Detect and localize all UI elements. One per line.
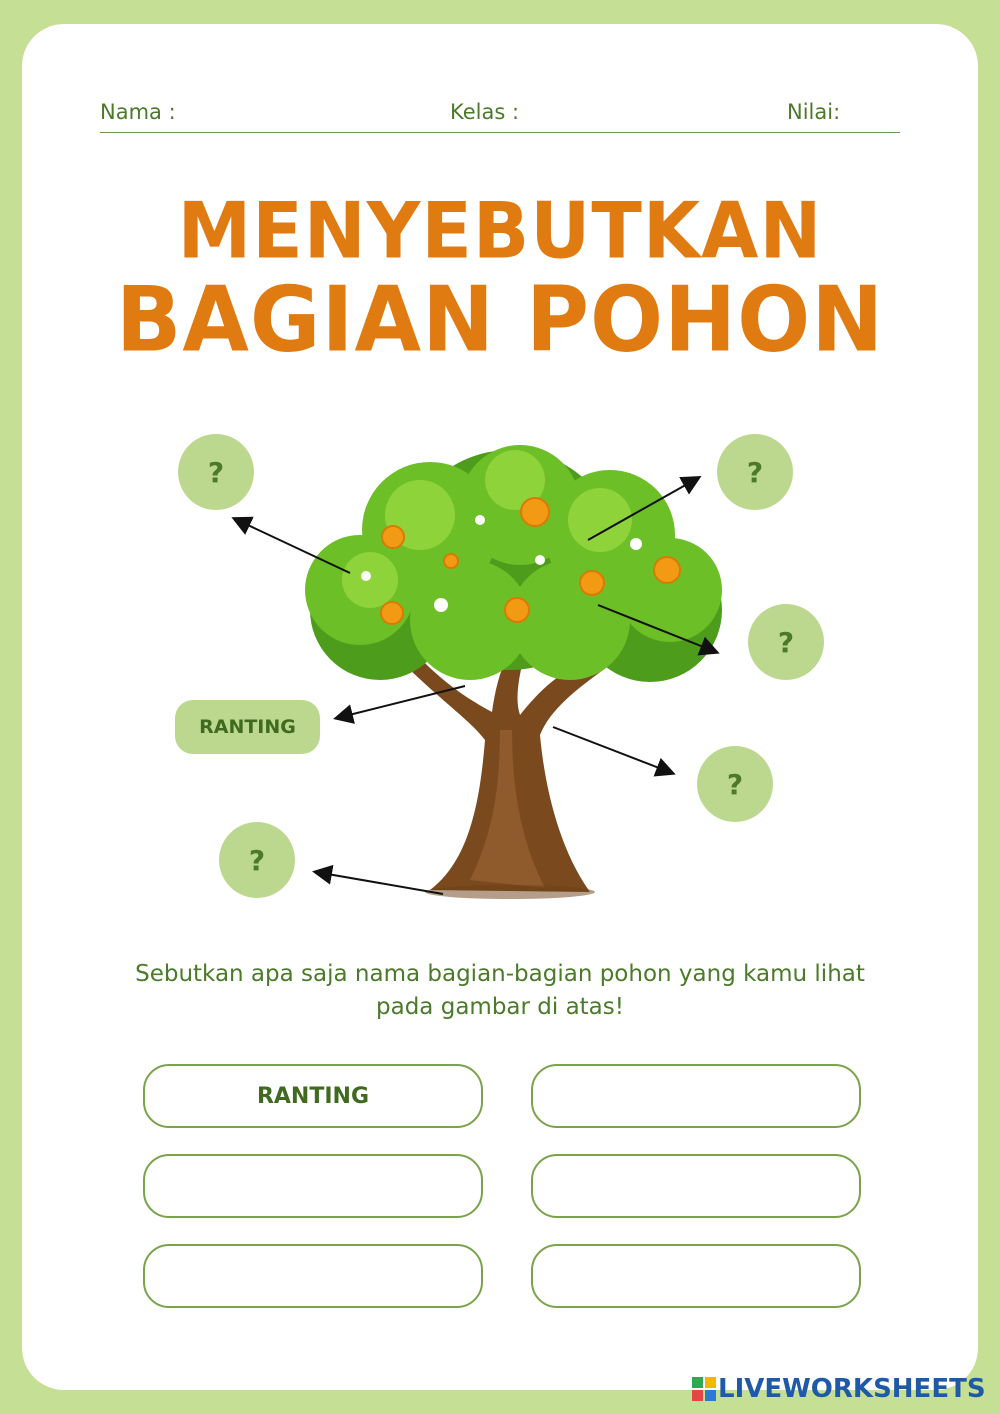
name-label: Nama : [100, 100, 176, 124]
answer-field-2[interactable] [531, 1064, 861, 1128]
root-answer-circle[interactable]: ? [219, 822, 295, 898]
flower-answer-circle[interactable]: ? [748, 604, 824, 680]
liveworksheets-icon [692, 1375, 718, 1403]
liveworksheets-logo [692, 1374, 986, 1404]
branch-label-example: RANTING [175, 700, 320, 754]
leaf-answer-circle[interactable]: ? [178, 434, 254, 510]
title-line-2: BAGIAN POHON [115, 267, 885, 373]
fruit-answer-circle[interactable]: ? [717, 434, 793, 510]
class-label: Kelas : [450, 100, 520, 124]
trunk-answer-circle[interactable]: ? [697, 746, 773, 822]
answer-field-5[interactable] [143, 1244, 483, 1308]
answer-field-1[interactable]: RANTING [143, 1064, 483, 1128]
title-line-1: MENYEBUTKAN [177, 185, 823, 277]
tree-illustration [305, 445, 722, 899]
instruction-text: Sebutkan apa saja nama bagian-bagian pohon yang kamu lihat pada gambar di atas! [135, 961, 865, 1020]
answer-field-6[interactable] [531, 1244, 861, 1308]
answer-field-4[interactable] [531, 1154, 861, 1218]
brand-name: LIVEWORKSHEETS [718, 1374, 986, 1404]
score-label: Nilai: [787, 100, 841, 124]
answer-field-3[interactable] [143, 1154, 483, 1218]
